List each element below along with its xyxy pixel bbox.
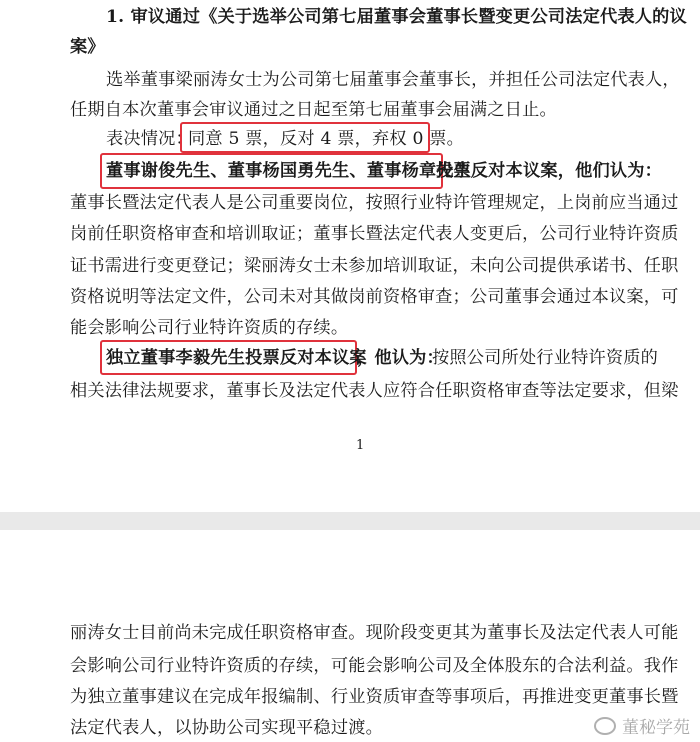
- weibo-icon: [594, 717, 616, 735]
- paragraph-line: 资格说明等法定文件，公司未对其做岗前资格审查；公司董事会通过本议案，可: [70, 287, 679, 307]
- document-page-2: [0, 530, 700, 742]
- watermark-text: 董秘学苑: [622, 718, 690, 738]
- resolution-heading-line1: 1. 审议通过《关于选举公司第七届董事会董事长暨变更公司法定代表人的议: [106, 7, 687, 27]
- vote-label: 表决情况：: [106, 129, 193, 149]
- page-separator: [0, 512, 700, 530]
- paragraph-line: 岗前任职资格审查和培训取证；董事长暨法定代表人变更后，公司行业特许资质: [70, 224, 679, 244]
- paragraph-line: 任期自本次董事会审议通过之日起至第七届董事会届满之日止。: [70, 100, 557, 120]
- paragraph-line: 按照公司所处行业特许资质的: [432, 348, 659, 368]
- paragraph-line: 选举董事梁丽涛女士为公司第七届董事会董事长，并担任公司法定代表人，: [106, 70, 680, 90]
- paragraph-line: 为独立董事建议在完成年报编制、行业资质审查等事项后，再推进变更董事长暨: [70, 687, 679, 707]
- resolution-heading-line2: 案》: [70, 37, 105, 57]
- paragraph-line: 证书需进行变更登记；梁丽涛女士未参加培训取证，未向公司提供承诺书、任职: [70, 256, 679, 276]
- paragraph-line: 法定代表人，以协助公司实现平稳过渡。: [70, 718, 383, 738]
- dissent-names: 董事谢俊先生、董事杨国勇先生、董事杨章先生: [106, 161, 472, 181]
- independent-director-dissent-tail: ，他认为：: [357, 348, 444, 368]
- dissent-statement: 投票反对本议案，他们认为：: [436, 161, 663, 181]
- paragraph-line: 相关法律法规要求，董事长及法定代表人应符合任职资格审查等法定要求，但梁: [70, 381, 679, 401]
- page-number: 1: [356, 438, 365, 453]
- independent-director-dissent: 独立董事李毅先生投票反对本议案: [106, 348, 367, 368]
- paragraph-line: 董事长暨法定代表人是公司重要岗位，按照行业特许管理规定，上岗前应当通过: [70, 193, 679, 213]
- vote-result: 同意 5 票，反对 4 票，弃权 0 票。: [188, 129, 465, 149]
- paragraph-line: 能会影响公司行业特许资质的存续。: [70, 318, 349, 338]
- watermark: [594, 713, 690, 738]
- paragraph-line: 丽涛女士目前尚未完成任职资格审查。现阶段变更其为董事长及法定代表人可能: [70, 623, 679, 643]
- paragraph-line: 会影响公司行业特许资质的存续，可能会影响公司及全体股东的合法利益。我作: [70, 656, 679, 676]
